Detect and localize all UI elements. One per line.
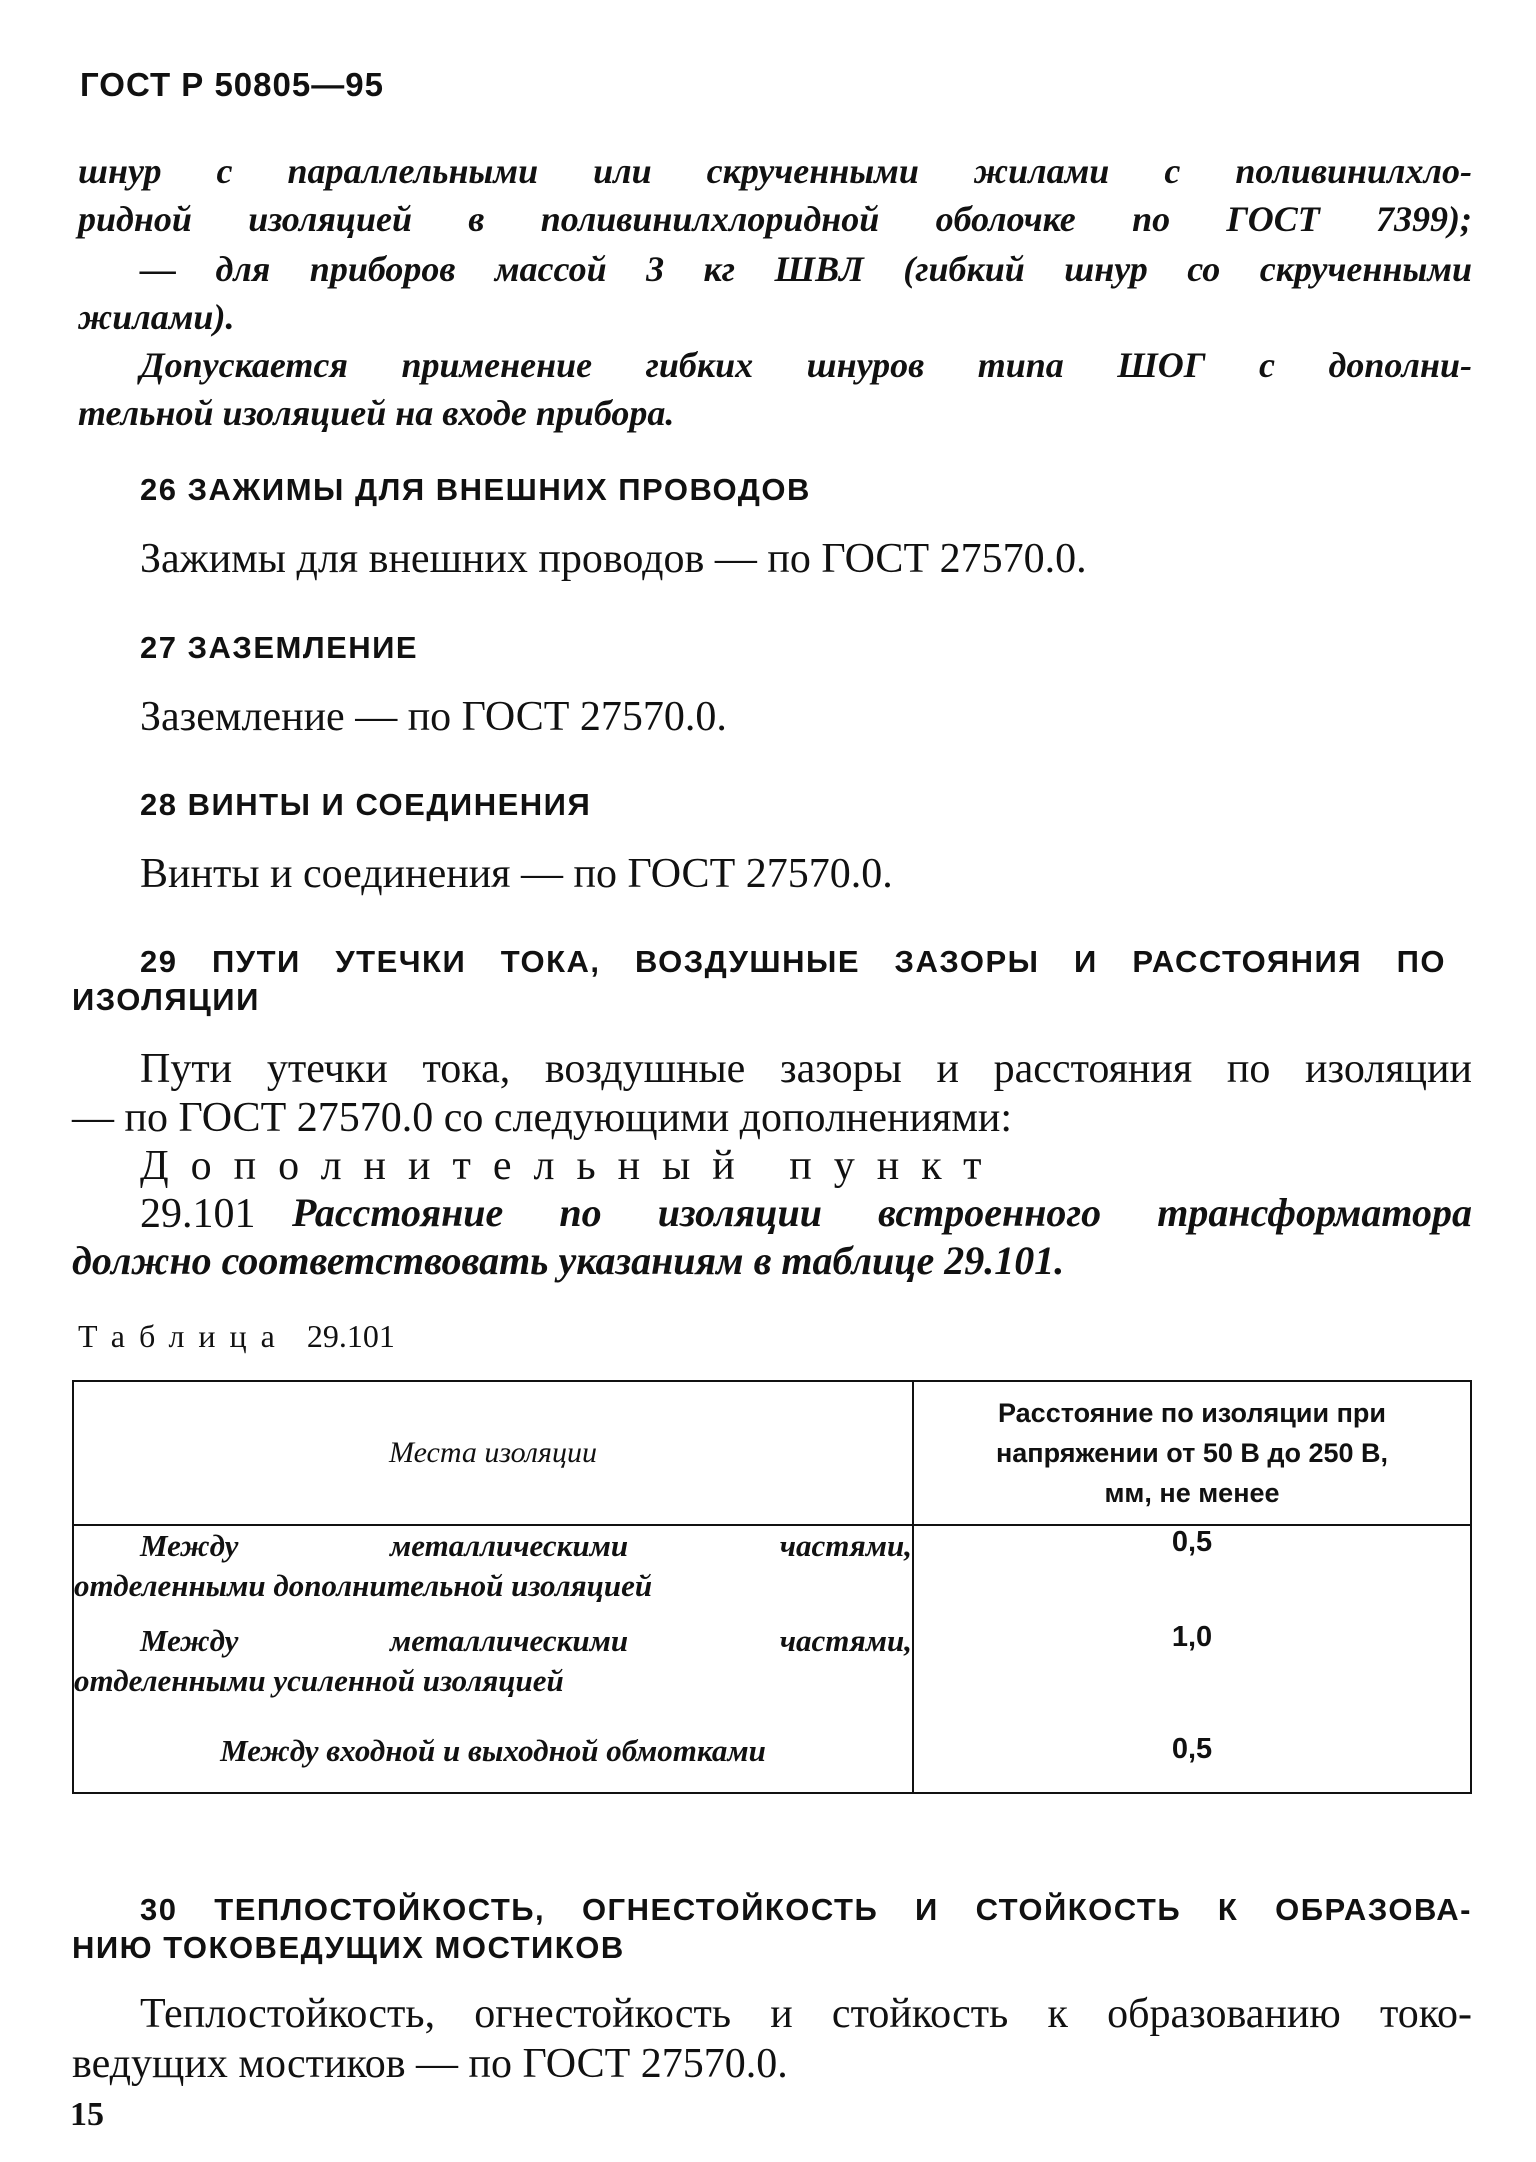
section-29-text-line-1: Пути утечки тока, воздушные зазоры и расстояния по изоляции	[140, 1046, 1472, 1092]
table-caption-word: Таблица	[78, 1318, 289, 1354]
intro-line-3: — для приборов массой 3 кг ШВЛ (гибкий шнур со скрученными	[140, 249, 1472, 289]
table-caption-number: 29.101	[306, 1318, 395, 1354]
intro-line-1: шнур с параллельными или скрученными жилами с поливинилхло-	[78, 151, 1472, 191]
section-29-heading-line-1: 29 ПУТИ УТЕЧКИ ТОКА, ВОЗДУШНЫЕ ЗАЗОРЫ И РАССТОЯНИЯ ПО	[140, 944, 1446, 979]
table-cell-place-line-1: Между металлическими частями,	[140, 1528, 912, 1563]
table-header-distance-line-3: мм, не менее	[1104, 1478, 1280, 1508]
table-caption	[78, 1318, 395, 1355]
intro-line-2: ридной изоляцией в поливинилхлоридной оболочке по ГОСТ 7399);	[78, 199, 1472, 239]
additional-clause-label: Дополнительный пункт	[140, 1143, 1004, 1189]
section-26-text: Зажимы для внешних проводов — по ГОСТ 27570.0.	[140, 536, 1087, 582]
document-code: ГОСТ Р 50805—95	[80, 66, 384, 103]
table-cell-place-line-2: отделенными усиленной изоляцией	[74, 1663, 564, 1698]
clause-text-line-2: должно соответствовать указаниям в таблице 29.101.	[72, 1238, 1065, 1283]
page-number: 15	[70, 2096, 104, 2133]
table-row	[73, 1525, 1471, 1621]
section-29-text-line-2: — по ГОСТ 27570.0 со следующими дополнениями:	[72, 1095, 1013, 1141]
table-cell-value: 1,0	[913, 1621, 1471, 1717]
table-cell-value: 0,5	[913, 1525, 1471, 1621]
table-header-distance-line-1: Расстояние по изоляции при	[998, 1398, 1386, 1428]
table-row	[73, 1621, 1471, 1717]
intro-line-5: Допускается применение гибких шнуров типа ШОГ с дополни-	[140, 345, 1472, 385]
table-cell-place	[73, 1525, 913, 1621]
section-28-heading: 28 ВИНТЫ И СОЕДИНЕНИЯ	[140, 787, 592, 822]
intro-line-6: тельной изоляцией на входе прибора.	[78, 393, 675, 433]
section-30-heading-line-2: НИЮ ТОКОВЕДУЩИХ МОСТИКОВ	[72, 1930, 625, 1965]
clause-text-line-1: Расстояние по изоляции встроенного трансформатора	[292, 1190, 1472, 1235]
clause-number: 29.101	[140, 1191, 256, 1237]
section-29-heading-line-2: ИЗОЛЯЦИИ	[72, 982, 260, 1017]
table-header-distance	[913, 1381, 1471, 1525]
section-28-text: Винты и соединения — по ГОСТ 27570.0.	[140, 851, 893, 897]
insulation-distance-table	[72, 1380, 1472, 1794]
section-27-heading: 27 ЗАЗЕМЛЕНИЕ	[140, 630, 419, 665]
table-header-distance-line-2: напряжении от 50 В до 250 В,	[995, 1438, 1389, 1468]
table-cell-place: Между входной и выходной обмотками	[73, 1717, 913, 1793]
section-26-heading: 26 ЗАЖИМЫ ДЛЯ ВНЕШНИХ ПРОВОДОВ	[140, 472, 811, 507]
table-cell-place-line-1: Между металлическими частями,	[140, 1623, 912, 1658]
table-header-row	[73, 1381, 1471, 1525]
section-27-text: Заземление — по ГОСТ 27570.0.	[140, 694, 727, 740]
section-30-text-line-2: ведущих мостиков — по ГОСТ 27570.0.	[72, 2041, 788, 2087]
intro-line-4: жилами).	[78, 297, 235, 337]
table-cell-value: 0,5	[913, 1717, 1471, 1793]
table-row	[73, 1717, 1471, 1793]
table-header-places: Места изоляции	[73, 1381, 913, 1525]
table-cell-place-line-2: отделенными дополнительной изоляцией	[74, 1568, 653, 1603]
section-30-heading-line-1: 30 ТЕПЛОСТОЙКОСТЬ, ОГНЕСТОЙКОСТЬ И СТОЙКОСТЬ К ОБРАЗОВА-	[140, 1892, 1472, 1927]
table-cell-place	[73, 1621, 913, 1717]
section-30-text-line-1: Теплостойкость, огнестойкость и стойкость к образованию токо-	[140, 1991, 1472, 2037]
